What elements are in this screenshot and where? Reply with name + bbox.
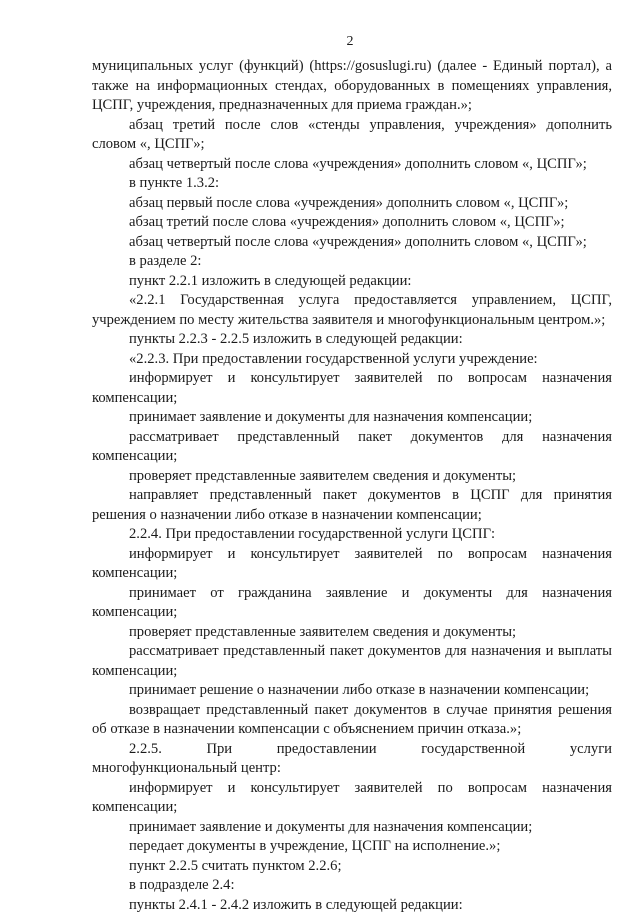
paragraph: пункты 2.2.3 - 2.2.5 изложить в следующей редакции: bbox=[92, 330, 612, 350]
paragraph: принимает заявление и документы для назначения компенсации; bbox=[92, 408, 612, 428]
paragraph: информирует и консультирует заявителей по вопросам назначения компенсации; bbox=[92, 369, 612, 408]
paragraph: абзац первый после слова «учреждения» дополнить словом «, ЦСПГ»; bbox=[92, 194, 612, 214]
paragraph: пункт 2.2.5 считать пунктом 2.2.6; bbox=[92, 857, 612, 877]
paragraph: «2.2.3. При предоставлении государственной услуги учреждение: bbox=[92, 350, 612, 370]
split-word: услуги bbox=[533, 740, 612, 760]
paragraph: муниципальных услуг (функций) (https://gosuslugi.ru) (далее - Единый портал), а также на информационных стендах, оборудованных в помещениях управления, ЦСПГ, учреждения, предназначенных для приема граждан.»; bbox=[92, 57, 612, 116]
paragraph: принимает решение о назначении либо отказе в назначении компенсации; bbox=[92, 681, 612, 701]
paragraph: проверяет представленные заявителем сведения и документы; bbox=[92, 623, 612, 643]
paragraph: «2.2.1 Государственная услуга предоставляется управлением, ЦСПГ, учреждением по месту жительства заявителя и многофункциональным центром.»; bbox=[92, 291, 612, 330]
paragraph: 2.2.4. При предоставлении государственной услуги ЦСПГ: bbox=[92, 525, 612, 545]
paragraph: в пункте 1.3.2: bbox=[92, 174, 612, 194]
paragraph-split-line bbox=[92, 740, 612, 760]
paragraph: в подразделе 2.4: bbox=[92, 876, 612, 896]
split-word: государственной bbox=[384, 740, 525, 760]
document-body bbox=[92, 57, 612, 915]
paragraph: направляет представленный пакет документов в ЦСПГ для принятия решения о назначении либо отказе в назначении компенсации; bbox=[92, 486, 612, 525]
paragraph: рассматривает представленный пакет документов для назначения компенсации; bbox=[92, 428, 612, 467]
paragraph: передает документы в учреждение, ЦСПГ на исполнение.»; bbox=[92, 837, 612, 857]
paragraph: принимает заявление и документы для назначения компенсации; bbox=[92, 818, 612, 838]
paragraph: информирует и консультирует заявителей по вопросам назначения компенсации; bbox=[92, 779, 612, 818]
paragraph: пункты 2.4.1 - 2.4.2 изложить в следующей редакции: bbox=[92, 896, 612, 915]
paragraph: абзац третий после слова «учреждения» дополнить словом «, ЦСПГ»; bbox=[92, 213, 612, 233]
paragraph: в разделе 2: bbox=[92, 252, 612, 272]
paragraph: абзац четвертый после слова «учреждения» дополнить словом «, ЦСПГ»; bbox=[92, 233, 612, 253]
paragraph: абзац четвертый после слова «учреждения» дополнить словом «, ЦСПГ»; bbox=[92, 155, 612, 175]
paragraph: информирует и консультирует заявителей по вопросам назначения компенсации; bbox=[92, 545, 612, 584]
paragraph: проверяет представленные заявителем сведения и документы; bbox=[92, 467, 612, 487]
split-word: 2.2.5. bbox=[92, 740, 162, 760]
paragraph: принимает от гражданина заявление и документы для назначения компенсации; bbox=[92, 584, 612, 623]
page-number: 2 bbox=[0, 34, 640, 50]
paragraph: пункт 2.2.1 изложить в следующей редакции: bbox=[92, 272, 612, 292]
paragraph: возвращает представленный пакет документов в случае принятия решения об отказе в назначении компенсации с объяснением причин отказа.»; bbox=[92, 701, 612, 740]
paragraph: абзац третий после слов «стенды управления, учреждения» дополнить словом «, ЦСПГ»; bbox=[92, 116, 612, 155]
split-word: При bbox=[169, 740, 232, 760]
paragraph: многофункциональный центр: bbox=[92, 759, 612, 779]
split-word: предоставлении bbox=[240, 740, 377, 760]
paragraph: рассматривает представленный пакет документов для назначения и выплаты компенсации; bbox=[92, 642, 612, 681]
